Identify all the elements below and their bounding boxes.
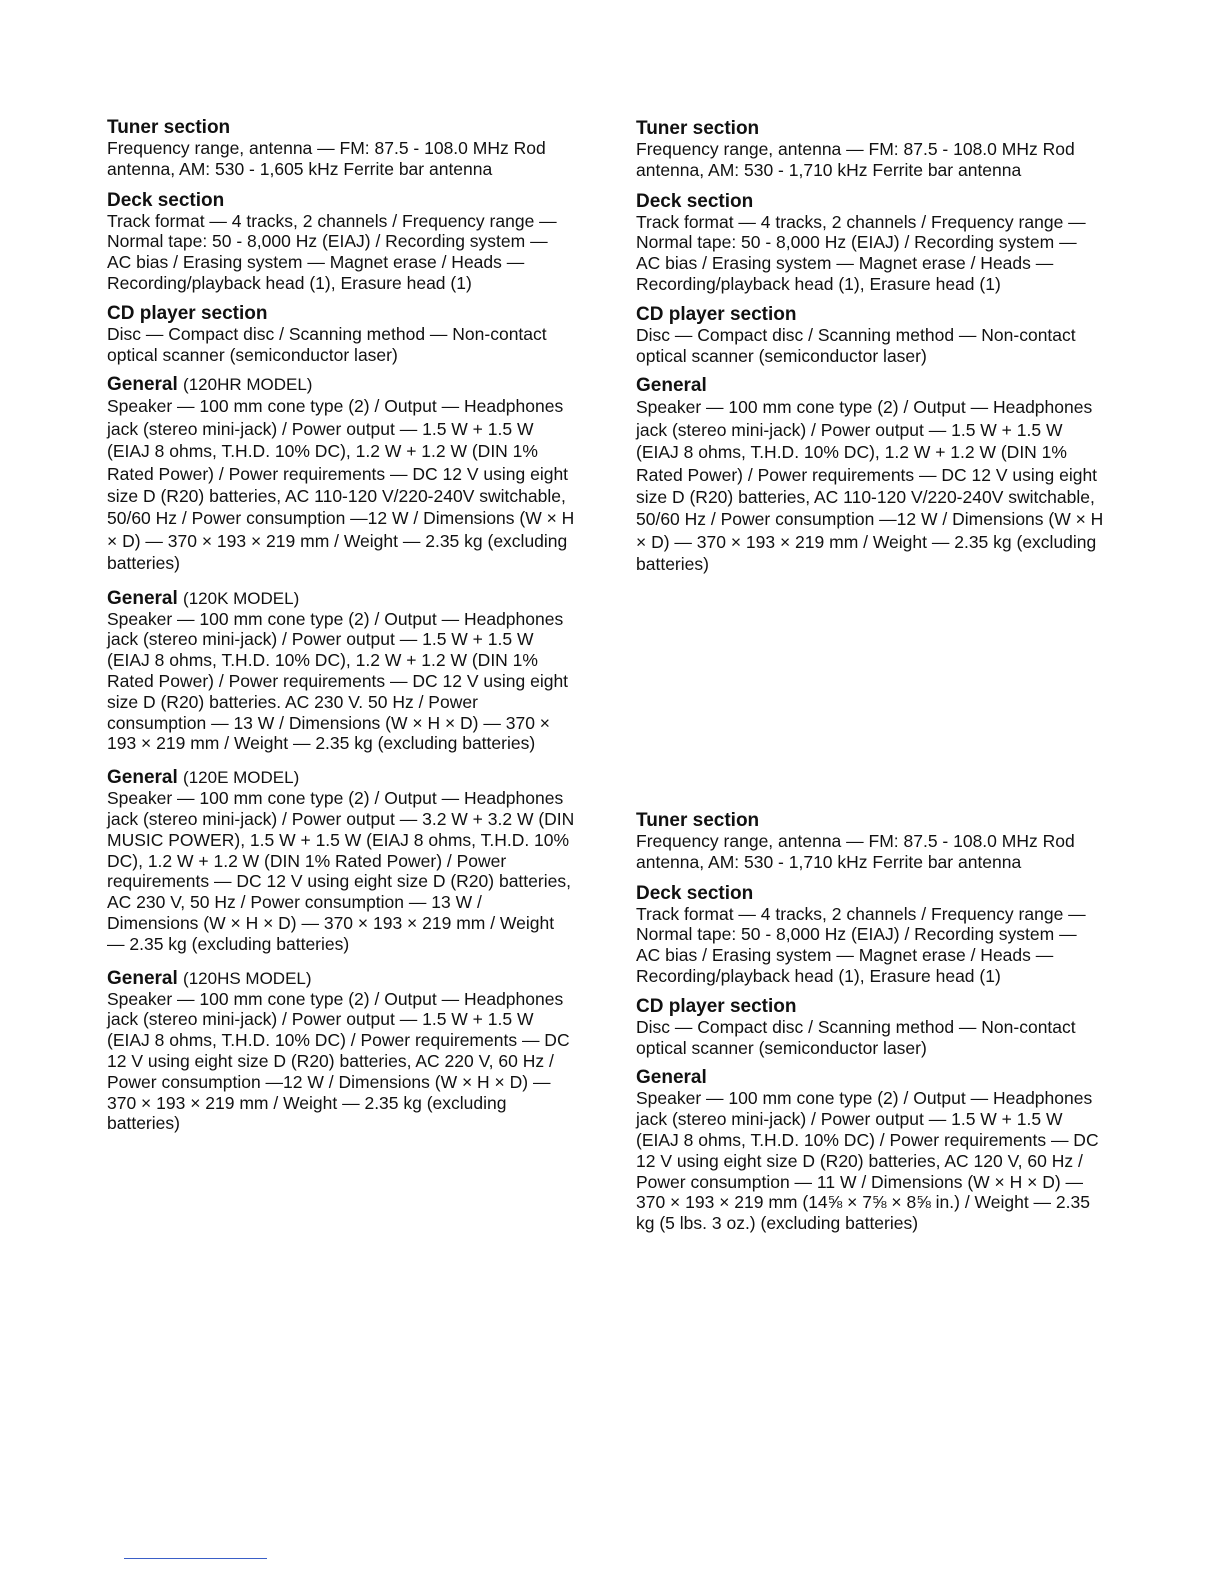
section-title: Tuner section [636, 810, 760, 831]
section-body: Track format — 4 tracks, 2 channels / Frequency range — Normal tape: 50 - 8,000 Hz (EIAJ) / Recording system — AC bias / Erasing system — Magnet erase / Heads — Recording/playback head (1), Erasure head (1) [636, 211, 1086, 294]
left-general-120k [107, 588, 575, 755]
section-body: Speaker — 100 mm cone type (2) / Output — Headphones jack (stereo mini-jack) / Power output — 3.2 W + 3.2 W (DIN MUSIC POWER), 1.5 W + 1.5 W (EIAJ 8 ohms, T.H.D. 10% DC), 1.2 W + 1.2 W (DIN 1% Rated Power) / Power requirements — DC 12 V using eight size D (R20) batteries, AC 230 V, 50 Hz / Power consumption — 13 W / Dimensions (W × H × D) — 370 × 193 × 219 mm / Weight — 2.35 kg (excluding batteries) [107, 788, 575, 954]
left-cd-section [107, 303, 575, 366]
left-deck-section [107, 190, 575, 294]
section-title: CD player section [636, 995, 797, 1017]
section-title: Deck section [107, 189, 225, 211]
section-title: Deck section [636, 190, 754, 212]
right-top-tuner-section [636, 118, 1104, 181]
section-body: Speaker — 100 mm cone type (2) / Output — Headphones jack (stereo mini-jack) / Power output — 1.5 W + 1.5 W (EIAJ 8 ohms, T.H.D. 10% DC), 1.2 W + 1.2 W (DIN 1% Rated Power) / Power requirements — DC 12 V using eight size D (R20) batteries, AC 110-120 V/220-240V switchable, 50/60 Hz / Power consumption —12 W / Dimensions (W × H × D) — 370 × 193 × 219 mm / Weight — 2.35 kg (excluding batteries) [107, 396, 575, 574]
section-body: Speaker — 100 mm cone type (2) / Output — Headphones jack (stereo mini-jack) / Power output — 1.5 W + 1.5 W (EIAJ 8 ohms, T.H.D. 10% DC), 1.2 W + 1.2 W (DIN 1% Rated Power) / Power requirements — DC 12 V using eight size D (R20) batteries. AC 230 V. 50 Hz / Power consumption — 13 W / Dimensions (W × H × D) — 370 × 193 × 219 mm / Weight — 2.35 kg (excluding batteries) [107, 608, 569, 754]
section-title: Tuner section [636, 118, 760, 139]
model-label: (120K MODEL) [183, 588, 300, 608]
section-body: Frequency range, antenna — FM: 87.5 - 108.0 MHz Rod antenna, AM: 530 - 1,710 kHz Ferrite bar antenna [636, 831, 1075, 872]
footnote-rule [124, 1558, 267, 1559]
section-title: CD player section [636, 303, 797, 325]
section-title: General (120HS MODEL) [107, 967, 312, 989]
section-title: General [636, 375, 707, 397]
right-bottom-group [636, 810, 1104, 1234]
section-body: Frequency range, antenna — FM: 87.5 - 108.0 MHz Rod antenna, AM: 530 - 1,710 kHz Ferrite bar antenna [636, 139, 1075, 180]
model-label: (120HS MODEL) [183, 968, 312, 988]
section-body: Disc — Compact disc / Scanning method — Non-contact optical scanner (semiconductor laser) [636, 324, 1076, 366]
right-bottom-deck-section [636, 883, 1104, 987]
left-general-120hr [107, 374, 575, 574]
right-top-deck-section [636, 191, 1104, 295]
section-body: Track format — 4 tracks, 2 channels / Frequency range — Normal tape: 50 - 8,000 Hz (EIAJ) / Recording system — AC bias / Erasing system — Magnet erase / Heads — Recording/playback head (1), Erasure head (1) [636, 903, 1086, 986]
section-title: CD player section [107, 302, 268, 324]
section-body: Frequency range, antenna — FM: 87.5 - 108.0 MHz Rod antenna, AM: 530 - 1,605 kHz Ferrite bar antenna [107, 138, 546, 179]
right-top-cd-section [636, 304, 1104, 367]
left-column [107, 117, 575, 1134]
section-title: General [636, 1067, 707, 1089]
section-title: Deck section [636, 882, 754, 904]
section-title: General (120K MODEL) [107, 587, 300, 609]
right-bottom-tuner-section [636, 810, 1104, 873]
right-top-group [636, 118, 1104, 576]
left-general-120hs [107, 968, 575, 1135]
model-label: (120HR MODEL) [183, 375, 313, 395]
section-body: Track format — 4 tracks, 2 channels / Frequency range — Normal tape: 50 - 8,000 Hz (EIAJ) / Recording system — AC bias / Erasing system — Magnet erase / Heads — Recording/playback head (1), Erasure head (1) [107, 210, 557, 293]
section-title: Tuner section [107, 117, 231, 138]
section-body: Speaker — 100 mm cone type (2) / Output — Headphones jack (stereo mini-jack) / Power output — 1.5 W + 1.5 W (EIAJ 8 ohms, T.H.D. 10% DC), 1.2 W + 1.2 W (DIN 1% Rated Power) / Power requirements — DC 12 V using eight size D (R20) batteries, AC 110-120 V/220-240V switchable, 50/60 Hz / Power consumption —12 W / Dimensions (W × H × D) — 370 × 193 × 219 mm / Weight — 2.35 kg (excluding batteries) [636, 397, 1104, 575]
section-body: Disc — Compact disc / Scanning method — Non-contact optical scanner (semiconductor laser) [107, 323, 547, 365]
section-body: Speaker — 100 mm cone type (2) / Output — Headphones jack (stereo mini-jack) / Power output — 1.5 W + 1.5 W (EIAJ 8 ohms, T.H.D. 10% DC) / Power requirements — DC 12 V using eight size D (R20) batteries, AC 120 V, 60 Hz / Power consumption — 11 W / Dimensions (W × H × D) — 370 × 193 × 219 mm (14⅝ × 7⅝ × 8⅝ in.) / Weight — 2.35 kg (5 lbs. 3 oz.) (excluding batteries) [636, 1088, 1099, 1234]
right-bottom-cd-section [636, 996, 1104, 1059]
right-top-general [636, 375, 1104, 575]
left-tuner-section [107, 117, 575, 180]
left-general-120e [107, 767, 575, 954]
right-bottom-general [636, 1067, 1104, 1234]
section-body: Disc — Compact disc / Scanning method — Non-contact optical scanner (semiconductor laser) [636, 1016, 1076, 1058]
section-title: General (120E MODEL) [107, 767, 300, 789]
section-title: General (120HR MODEL) [107, 374, 313, 396]
section-body: Speaker — 100 mm cone type (2) / Output — Headphones jack (stereo mini-jack) / Power output — 1.5 W + 1.5 W (EIAJ 8 ohms, T.H.D. 10% DC) / Power requirements — DC 12 V using eight size D (R20) batteries, AC 220 V, 60 Hz / Power consumption —12 W / Dimensions (W × H × D) — 370 × 193 × 219 mm / Weight — 2.35 kg (excluding batteries) [107, 988, 570, 1134]
model-label: (120E MODEL) [183, 768, 300, 788]
